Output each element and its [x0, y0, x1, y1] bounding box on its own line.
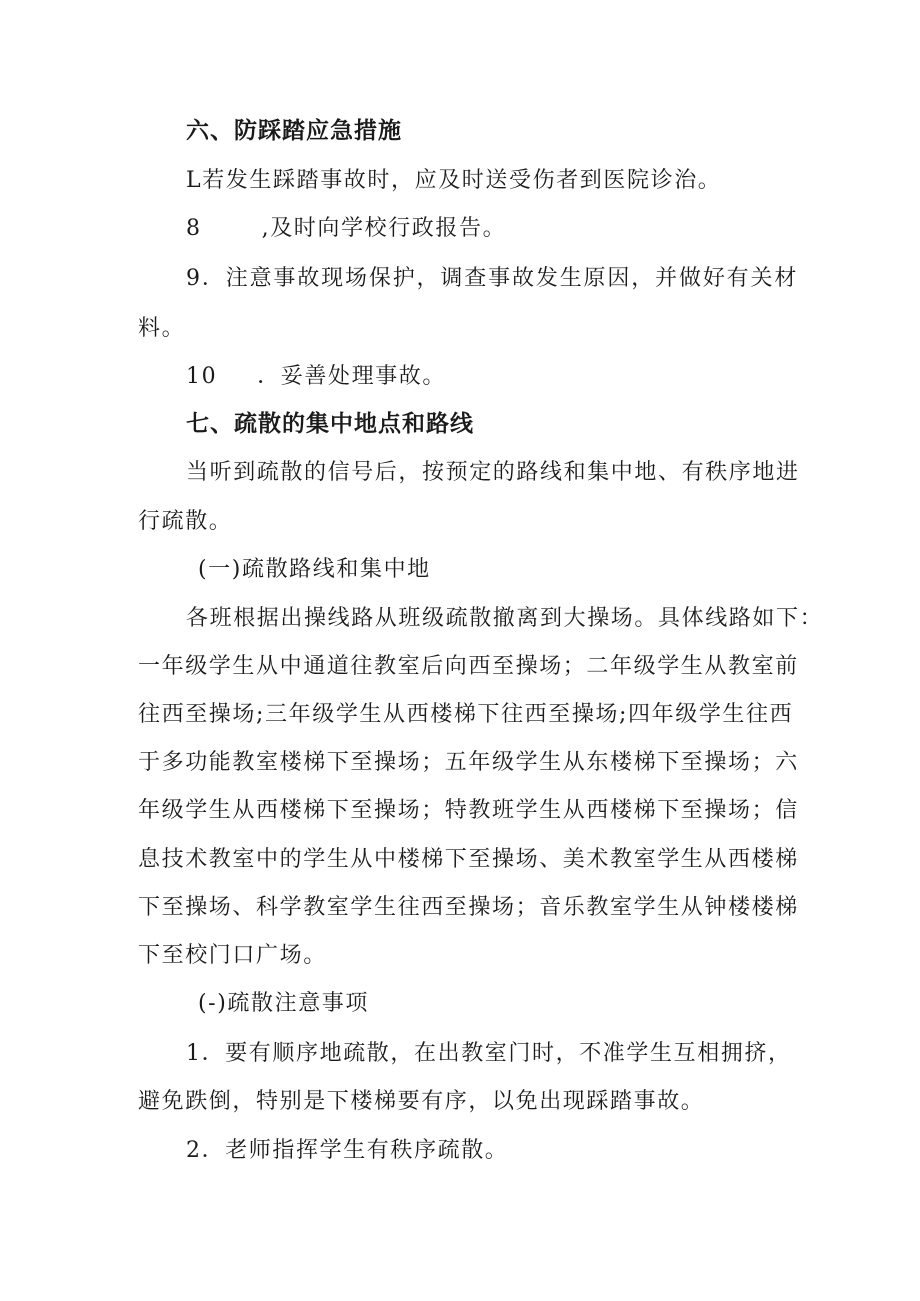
item-8-number: 8	[186, 216, 202, 241]
item-10-text: ．妥善处理事故。	[257, 364, 447, 389]
note-1-line-1: 1．要有顺序地疏散，在出教室门时，不准学生互相拥挤，	[186, 1041, 792, 1066]
section-6-item-1: L若发生踩踏事故时，应及时送受伤者到医院诊治。	[186, 168, 722, 193]
item-10-number: 10	[186, 364, 218, 389]
routes-line-1: 各班根据出操线路从班级疏散撤离到大操场。具体线路如下：	[186, 606, 824, 631]
routes-line-5: 年级学生从西楼梯下至操场；特教班学生从西楼梯下至操场；信	[138, 798, 799, 823]
routes-line-4: 于多功能教室楼梯下至操场；五年级学生从东楼梯下至操场；六	[138, 750, 799, 775]
section-6-item-10	[186, 362, 846, 392]
routes-line-7: 下至操场、科学教室学生往西至操场；音乐教室学生从钟楼楼梯	[138, 895, 799, 920]
item-8-text: ,及时向学校行政报告。	[261, 216, 507, 241]
section-7-intro-line-2: 行疏散。	[138, 509, 233, 534]
section-6-item-9-line-2: 料。	[138, 316, 186, 341]
routes-line-2: 一年级学生从中通道往教室后向西至操场；二年级学生从教室前	[138, 654, 799, 679]
section-7-intro-line-1: 当听到疏散的信号后，按预定的路线和集中地、有秩序地进	[186, 460, 800, 485]
note-2: 2．老师指挥学生有秩序疏散。	[186, 1138, 509, 1163]
section-7-heading: 七、疏散的集中地点和路线	[186, 411, 474, 437]
section-6-item-8	[186, 214, 846, 244]
subsection-2-title: (-)疏散注意事项	[198, 991, 369, 1016]
routes-line-6: 息技术教室中的学生从中楼梯下至操场、美术教室学生从西楼梯	[138, 847, 799, 872]
note-1-line-2: 避免跌倒，特别是下楼梯要有序，以免出现踩踏事故。	[138, 1089, 705, 1114]
section-6-heading: 六、防踩踏应急措施	[186, 118, 402, 144]
section-6-item-9-line-1: 9．注意事故现场保护，调查事故发生原因，并做好有关材	[186, 266, 798, 291]
routes-line-3: 往西至操场;三年级学生从西楼梯下往西至操场;四年级学生往西	[138, 702, 794, 727]
subsection-1-title: (一)疏散路线和集中地	[198, 557, 431, 582]
routes-line-8: 下至校门口广场。	[138, 943, 327, 968]
